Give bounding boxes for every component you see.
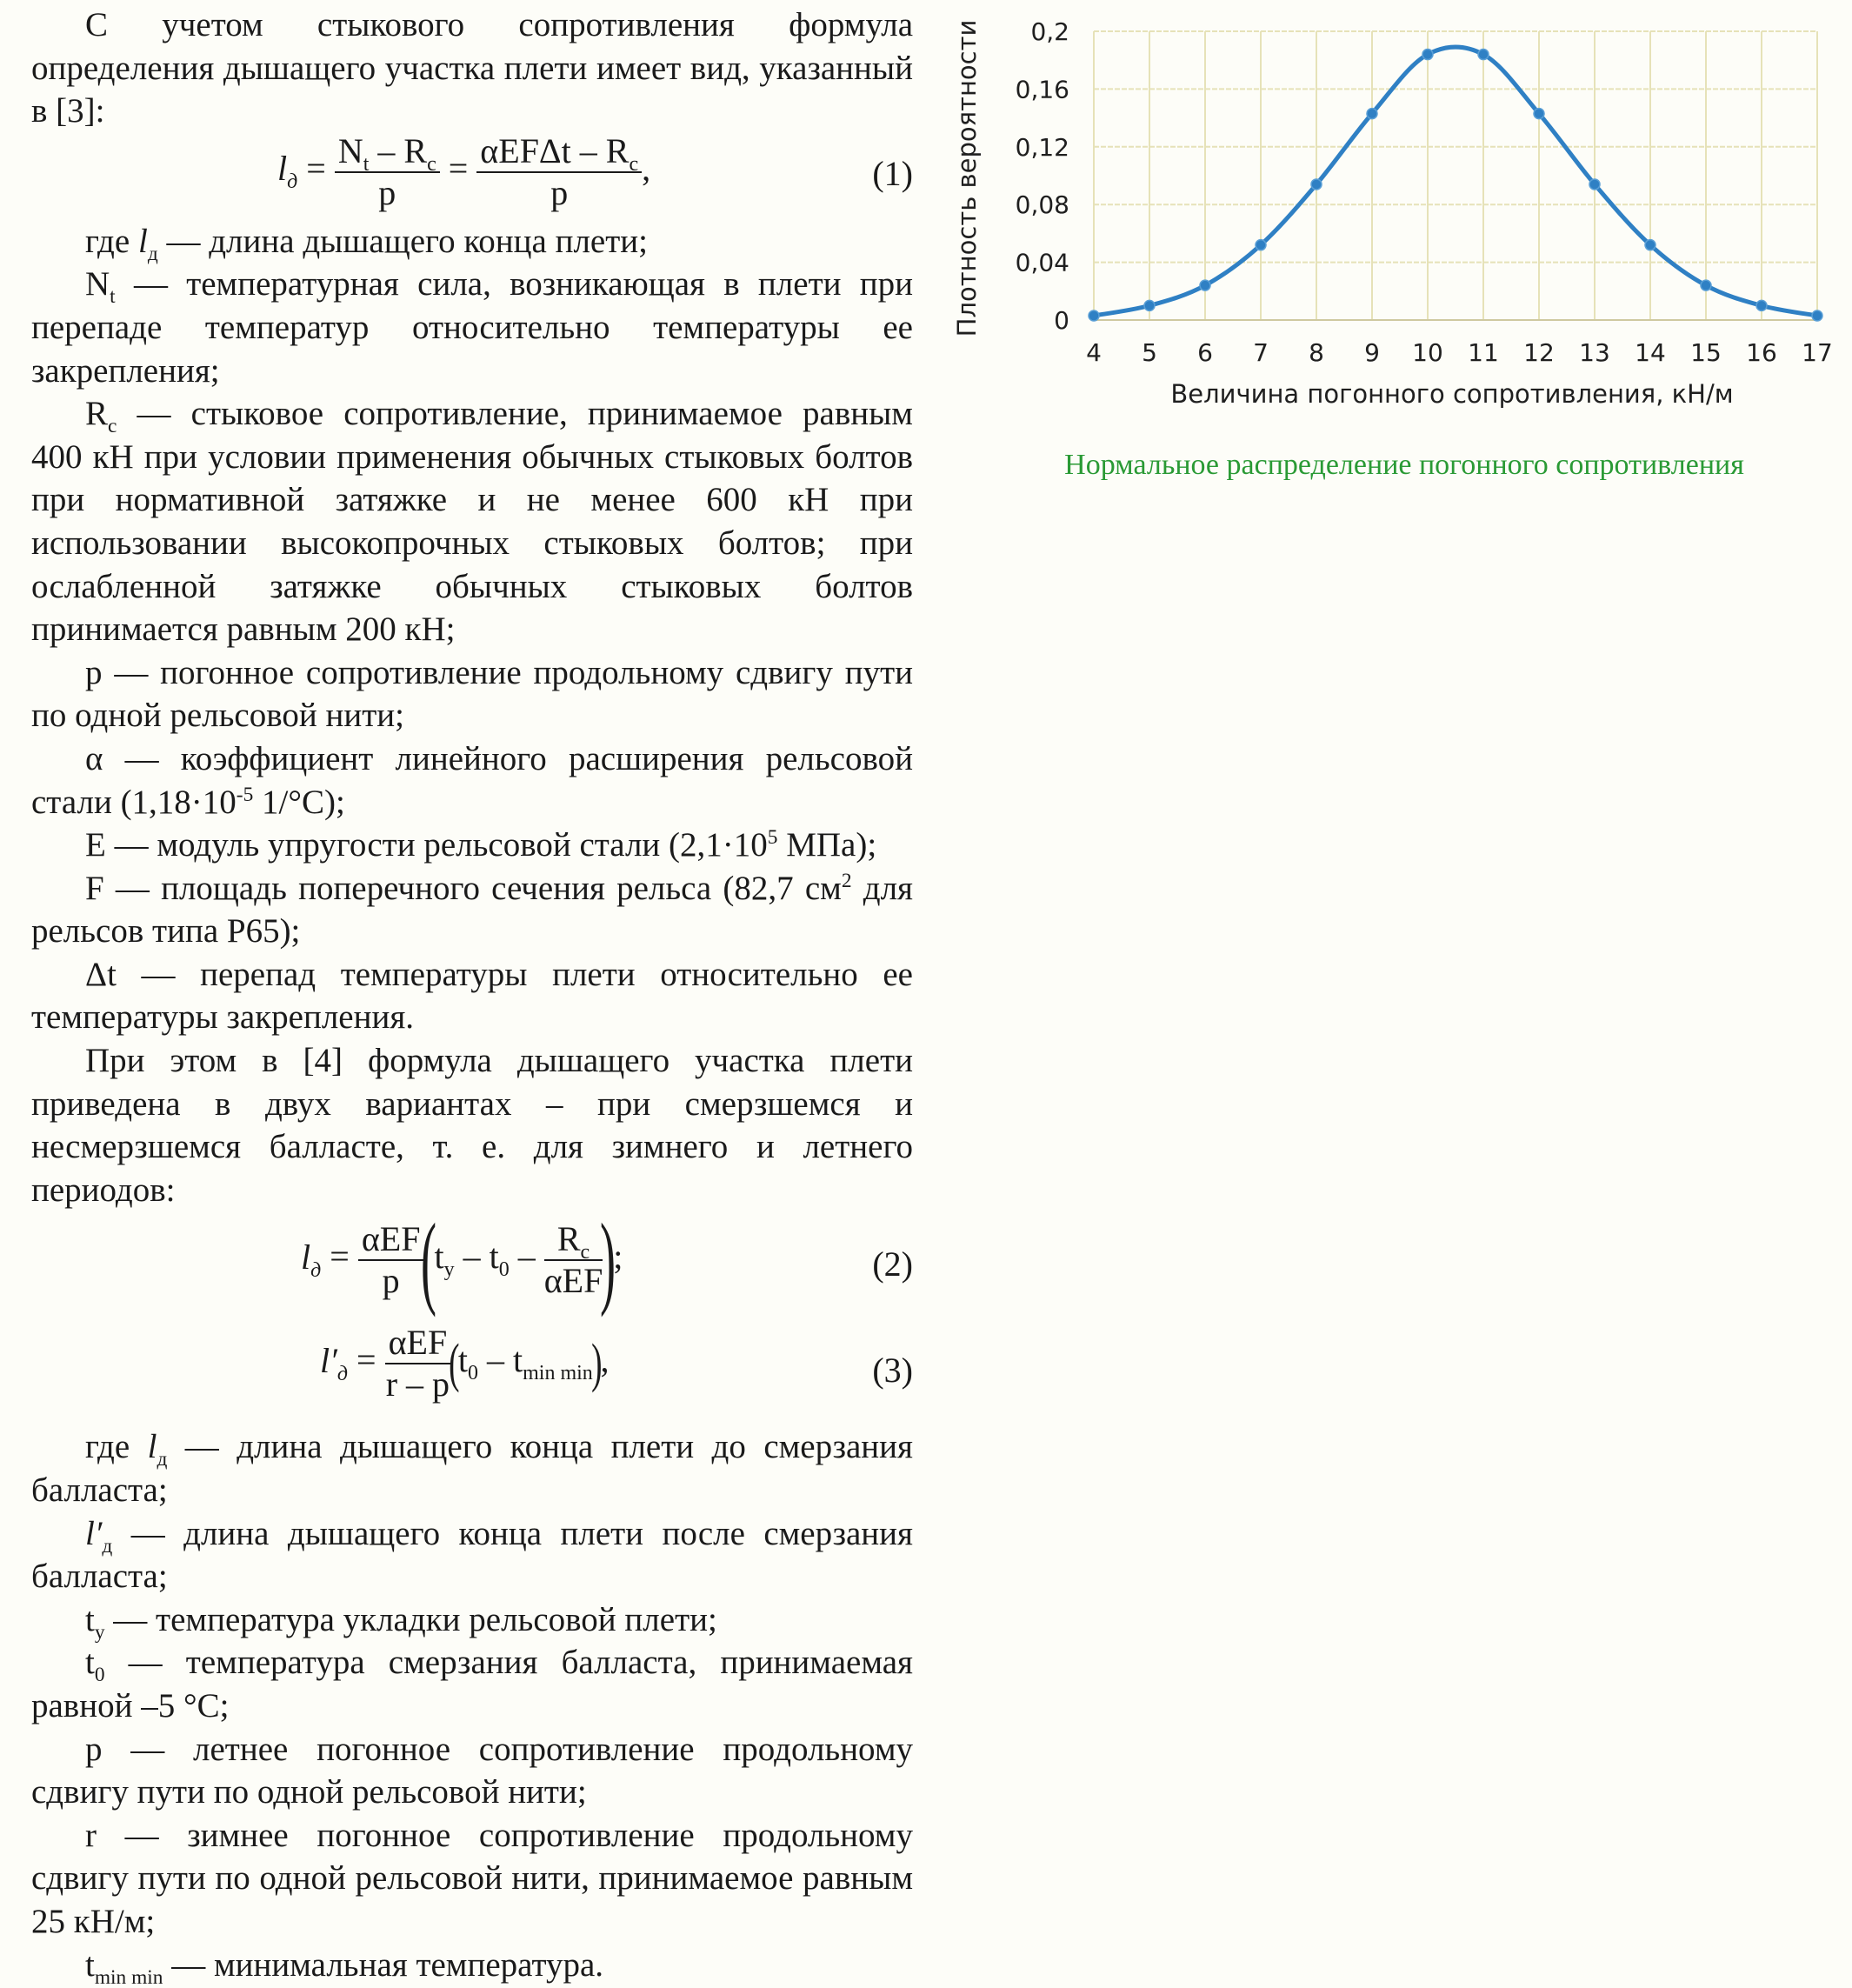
t-0-var: t [489, 1237, 499, 1277]
numerator-sub: c [629, 152, 639, 176]
definition2-l-text: — длина дышащего конца плети до смерзания балласта; [31, 1428, 913, 1510]
minus-t-min: – t [478, 1340, 523, 1380]
var-r: R [85, 395, 109, 433]
data-point [1756, 300, 1767, 310]
definition2-t-min [31, 1944, 913, 1987]
definition-e-unit: МПа); [777, 826, 877, 864]
formula-1-lhs [277, 148, 298, 193]
definition2-t-0 [31, 1641, 913, 1727]
formula-2-lhs [301, 1237, 322, 1282]
x-tick-label: 13 [1579, 338, 1610, 367]
fraction-2-denominator: p [550, 172, 569, 212]
definition-n-text: — температурная сила, возникающая в плети при перепаде температур относительно температуры ее закрепления; [31, 265, 913, 390]
formula-3-numerator: αEF [385, 1323, 451, 1364]
definition-l [31, 220, 913, 264]
equals-sign: = [306, 148, 326, 188]
formula-3-lhs-var: l′ [320, 1340, 337, 1380]
x-tick-label: 15 [1690, 338, 1722, 367]
var-l-prime: l′ [85, 1514, 103, 1552]
y-tick-label: 0,16 [1015, 75, 1069, 104]
fraction-1-denominator: p [378, 172, 396, 212]
data-point [1645, 240, 1655, 250]
r-var: – R [369, 130, 428, 170]
formula-3-lhs [320, 1340, 349, 1385]
definition-f-rest: для рельсов типа Р65); [31, 869, 913, 951]
formula-1-lhs-sub: д [287, 170, 298, 193]
definition-e [31, 824, 913, 867]
y-axis-ticks [1016, 17, 1069, 335]
data-point [1256, 240, 1266, 250]
minus-2: – [509, 1237, 544, 1277]
right-paren: ) [600, 1202, 616, 1318]
var-t-min: t [85, 1945, 95, 1984]
formula-2-inner-fraction [544, 1219, 603, 1301]
formula-2-semicolon: ; [613, 1237, 623, 1277]
definition2-l-prime [31, 1512, 913, 1598]
inner-r-sub: c [580, 1241, 590, 1264]
intro-paragraph: С учетом стыкового сопротивления формула определения дышащего участка плети имеет вид, указанный в [3]: [31, 6, 913, 130]
definition-l-text: — длина дышащего конца плети; [157, 222, 648, 260]
chart-grid [1094, 31, 1817, 320]
second-paragraph: При этом в [4] формула дышащего участка плети приведена в двух вариантах – при смерзшемся и несмерзшемся балласте, т. е. для зимнего и летнего периодов: [31, 1042, 913, 1209]
data-point [1311, 179, 1322, 190]
var-l: l [147, 1428, 157, 1466]
x-tick-label: 7 [1253, 338, 1269, 367]
definition-alpha-unit: 1/°C); [253, 783, 345, 821]
normal-distribution-chart [952, 0, 1835, 417]
formula-1-fraction-2 [476, 131, 642, 213]
definition-alpha-text: α — коэффициент линейного расширения рельсовой стали (1,18·10 [31, 739, 913, 821]
t-min-sub: min min [523, 1362, 593, 1385]
y-tick-label: 0,2 [1030, 17, 1069, 46]
right-paren: ) [590, 1333, 603, 1393]
figure-caption: Нормальное распределение погонного сопротивления [1064, 449, 1744, 481]
definition2-t-min-text: — минимальная температура. [163, 1945, 604, 1984]
left-paren: ( [449, 1333, 460, 1393]
formula-1 [31, 130, 913, 220]
f-exponent: 2 [841, 869, 852, 892]
t-y-sub: y [443, 1258, 455, 1282]
t-0-var: t [457, 1340, 468, 1380]
x-tick-label: 12 [1523, 338, 1555, 367]
formula-3-number: (3) [872, 1351, 913, 1391]
fraction-1-numerator [335, 130, 440, 176]
x-axis-label: Величина погонного сопротивления, кН/м [1170, 379, 1734, 409]
definition2-t-y [31, 1598, 913, 1642]
x-tick-label: 4 [1086, 338, 1102, 367]
x-tick-label: 8 [1309, 338, 1324, 367]
data-point [1200, 280, 1210, 290]
definition2-t-y-text: — температура укладки рельсовой плети; [104, 1600, 717, 1638]
density-curve [1094, 47, 1817, 316]
fraction-2-numerator [476, 130, 642, 176]
left-paren: ( [421, 1202, 437, 1318]
x-axis-ticks [1086, 338, 1833, 367]
x-tick-label: 16 [1746, 338, 1777, 367]
var-l-prime-sub: д [102, 1534, 113, 1558]
formula-3 [31, 1323, 913, 1425]
var-t-0: t [85, 1644, 95, 1682]
r-sub: c [427, 152, 436, 176]
formula-3-fraction [385, 1323, 451, 1404]
x-tick-label: 11 [1468, 338, 1499, 367]
formula-1-comma: , [642, 148, 651, 188]
n-sub: t [363, 152, 370, 176]
y-axis-label: Плотность вероятности [952, 19, 982, 337]
data-point [1422, 50, 1433, 60]
alpha-exponent: -5 [236, 783, 254, 806]
var-n: N [85, 265, 110, 304]
var-l-sub: д [157, 1448, 168, 1471]
definition2-l-prime-text: — длина дышащего конца плети после смерзания балласта; [31, 1514, 913, 1596]
definition-alpha [31, 737, 913, 824]
var-r-sub: c [108, 414, 117, 437]
definition-p: p — погонное сопротивление продольному сдвигу пути по одной рельсовой нити; [31, 653, 913, 735]
equals-sign: = [448, 148, 469, 188]
data-point [1534, 109, 1544, 119]
data-point [1144, 300, 1155, 310]
definition-r [31, 392, 913, 651]
y-tick-label: 0,12 [1015, 132, 1069, 162]
definition2-l [31, 1425, 913, 1511]
x-tick-label: 6 [1197, 338, 1213, 367]
x-tick-label: 14 [1635, 338, 1666, 367]
formula-3-body [320, 1323, 609, 1404]
data-point [1812, 310, 1822, 321]
definition2-r: r — зимнее погонное сопротивление продольному сдвигу пути по одной рельсовой нити, принимаемое равным 25 кН/м; [31, 1816, 913, 1940]
data-point [1589, 179, 1600, 190]
formula-3-lhs-sub: д [336, 1362, 349, 1385]
n-var: N [337, 130, 363, 170]
definition-f-text: F — площадь поперечного сечения рельса (82,7 см [85, 869, 842, 907]
t-0-sub: 0 [498, 1258, 510, 1282]
formula-2 [31, 1202, 913, 1323]
t-0-sub: 0 [468, 1362, 478, 1385]
var-t-y-sub: y [94, 1620, 105, 1644]
definition-e-text: E — модуль упругости рельсовой стали (2,1·10 [85, 826, 768, 864]
where-word: где [85, 222, 138, 260]
formula-2-denominator: p [382, 1261, 400, 1301]
formula-1-number: (1) [872, 153, 913, 193]
var-l-sub: д [147, 242, 158, 265]
y-tick-label: 0 [1054, 306, 1069, 335]
t-y-var: t [434, 1237, 444, 1277]
data-point [1367, 109, 1377, 119]
data-point [1478, 50, 1489, 60]
formula-3-comma: , [600, 1340, 610, 1380]
data-point [1089, 310, 1099, 321]
definition2-t-0-text: — температура смерзания балласта, принимаемая равной –5 °C; [31, 1644, 913, 1724]
inner-numerator [544, 1219, 603, 1264]
formula-1-body [277, 131, 650, 213]
var-t-y: t [85, 1600, 95, 1638]
data-point-markers [1089, 50, 1822, 321]
x-tick-label: 9 [1364, 338, 1380, 367]
article-text-column [31, 3, 913, 1986]
x-tick-label: 10 [1412, 338, 1443, 367]
x-tick-label: 17 [1802, 338, 1833, 367]
definition-r-text: — стыковое сопротивление, принимаемое равным 400 кН при условии применения обычных стыковых болтов при нормативной затяжке и не менее 600 кН при использовании высокопрочных стыковых болтов; при ослабленной затяжке обычных стыковых болтов принимается равным 200 кН; [31, 395, 913, 649]
e-exponent: 5 [767, 826, 778, 850]
data-point [1701, 280, 1711, 290]
equals-sign: = [330, 1237, 350, 1277]
formula-1-fraction-1 [335, 131, 440, 213]
inner-r: R [556, 1219, 581, 1259]
inner-denominator: αEF [543, 1261, 603, 1301]
var-l: l [137, 222, 148, 260]
var-n-sub: t [110, 285, 116, 309]
formula-2-body [301, 1202, 623, 1318]
minus-1: – [454, 1237, 490, 1277]
var-t-0-sub: 0 [94, 1664, 105, 1687]
equals-sign: = [356, 1340, 376, 1380]
x-tick-label: 5 [1142, 338, 1157, 367]
formula-2-fraction [358, 1219, 424, 1301]
var-t-min-sub: min min [94, 1965, 163, 1988]
definition-n [31, 263, 913, 392]
formula-2-number: (2) [872, 1244, 913, 1284]
formula-1-lhs-var: l [277, 148, 288, 188]
definition-f [31, 867, 913, 953]
y-tick-label: 0,08 [1015, 190, 1069, 220]
where-word: где [85, 1428, 148, 1466]
definition2-p: p — летнее погонное сопротивление продольному сдвигу пути по одной рельсовой нити; [31, 1730, 913, 1811]
numerator-expr: αEFΔt – R [480, 130, 630, 170]
formula-2-numerator: αEF [358, 1219, 424, 1261]
formula-2-lhs-var: l [301, 1237, 311, 1277]
formula-2-lhs-sub: д [310, 1258, 322, 1282]
y-tick-label: 0,04 [1015, 248, 1069, 277]
definition-delta-t: Δt — перепад температуры плети относительно ее температуры закрепления. [31, 955, 913, 1037]
formula-3-denominator: r – p [385, 1364, 450, 1404]
